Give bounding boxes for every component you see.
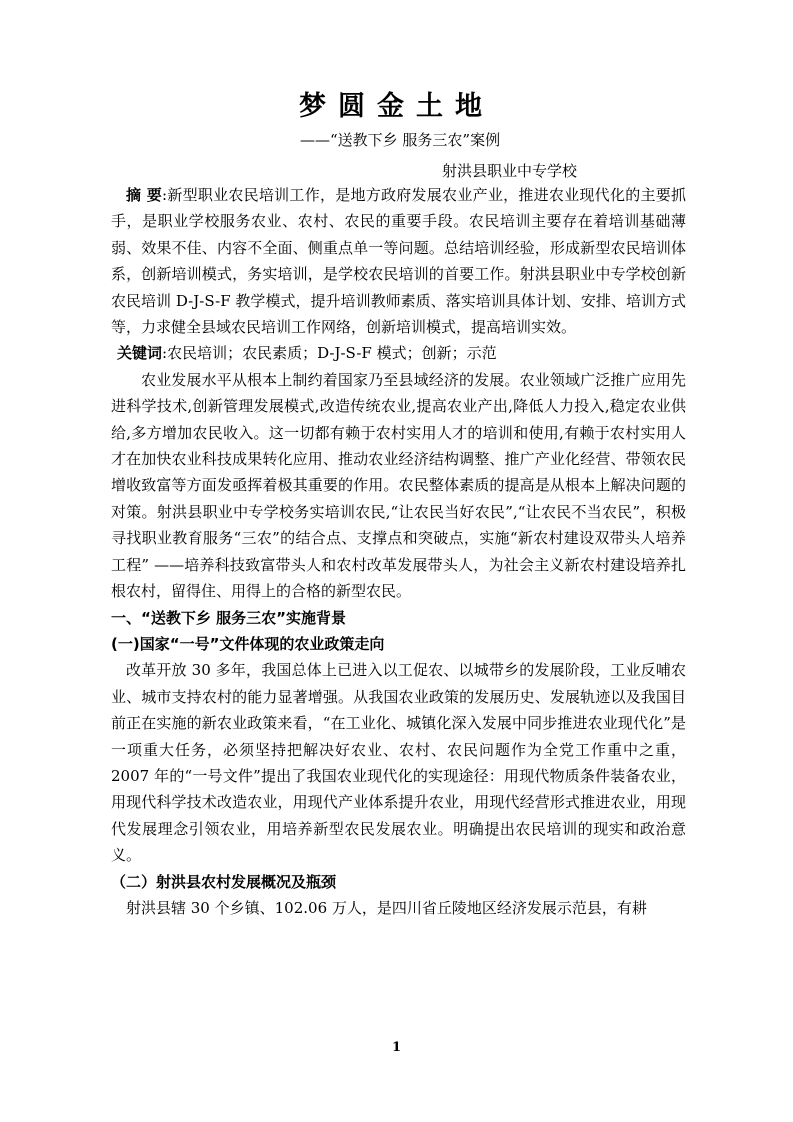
section1-heading: 一、“送教下乡 服务三农”实施背景 [111, 608, 346, 627]
section1-2-paragraph: 射洪县辖 30 个乡镇、102.06 万人，是四川省丘陵地区经济发展示范县，有耕 [126, 898, 647, 917]
keywords-paragraph [111, 340, 686, 366]
abstract-paragraph [111, 182, 686, 340]
abstract-label: 摘 要 [126, 186, 163, 204]
intro-paragraph: 农业发展水平从根本上制约着国家乃至县域经济的发展。农业领域广泛推广应用先进科学技术,创新管理发展模式,改造传统农业,提高农业产出,降低人力投入,稳定农业供给,多方增加农民收入。这一切都有赖于农村实用人才的培训和使用,有赖于农村实用人才在加快农业科技成果转化应用、推动农业经济结构调整、推广产业化经营、带领农民增收致富等方面发亟挥着极其重要的作用。农民整体素质的提高是从根本上解决问题的对策。射洪县职业中专学校务实培训农民,“让农民当好农民”,“让农民不当农民”，积极寻找职业教育服务“三农”的结合点、支撑点和突破点，实施“新农村建设双带头人培养工程” ——培养科技致富带头人和农村改革发展带头人，为社会主义新农村建设培养扎根农村，留得住、用得上的合格的新型农民。 [111, 370, 686, 601]
document-title: 梦圆金土地 [299, 91, 494, 122]
document-body [111, 182, 686, 921]
section1-1-paragraph: 改革开放 30 多年，我国总体上已进入以工促农、以城带乡的发展阶段，工业反哺农业、城市支持农村的能力显著增强。从我国农业政策的发展历史、发展轨迹以及我国目前正在实施的新农业政策来看，“在工业化、城镇化深入发展中同步推进农业现代化”是一项重大任务，必须坚持把解决好农业、农村、农民问题作为全党工作重中之重，2007 年的“一号文件”提出了我国农业现代化的实现途径：用现代物质条件装备农业，用现代科学技术改造农业，用现代产业体系提升农业，用现代经营形式推进农业，用现代发展理念引领农业，用培养新型农民发展农业。明确提出农民培训的现实和政治意义。 [111, 661, 686, 865]
abstract-text: :新型职业农民培训工作，是地方政府发展农业产业，推进农业现代化的主要抓手，是职业学校服务农业、农村、农民的重要手段。农民培训主要存在着培训基础薄弱、效果不佳、内容不全面、侧重点单一等问题。总结培训经验，形成新型农民培训体系，创新培训模式，务实培训，是学校农民培训的首要工作。射洪县职业中专学校创新农民培训 D-J-S-F 教学模式，提升培训教师素质、落实培训具体计划、安排、培训方式等，力求健全县域农民培训工作网络，创新培训模式，提高培训实效。 [111, 186, 686, 337]
section1-1-heading: (一)国家“一号”文件体现的农业政策走向 [111, 634, 385, 653]
section1-2-heading: （二）射洪县农村发展概况及瓶颈 [111, 872, 337, 891]
keywords-text: :农民培训；农民素质；D-J-S-F 模式；创新；示范 [162, 344, 497, 363]
keywords-label: 关键词 [117, 344, 163, 363]
document-subtitle: ——“送教下乡 服务三农”案例 [300, 131, 501, 149]
document-author: 射洪县职业中专学校 [442, 162, 578, 180]
page-number: 1 [391, 1040, 402, 1055]
